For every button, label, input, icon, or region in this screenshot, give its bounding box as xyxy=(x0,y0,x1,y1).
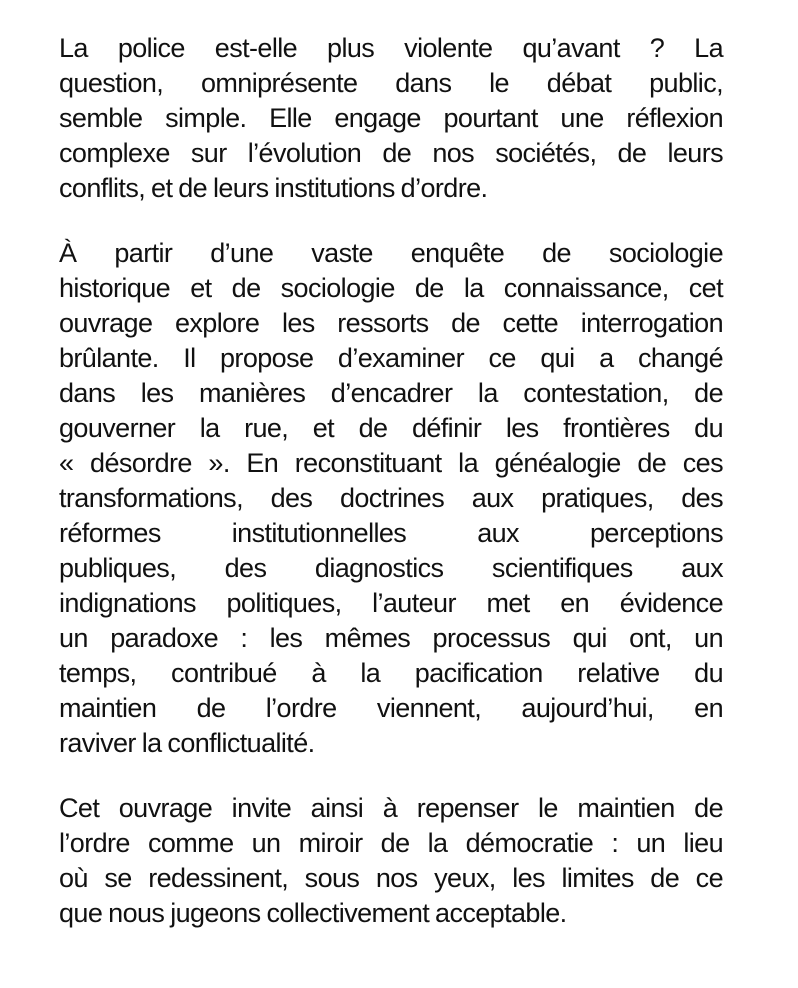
text-line: ouvrage explore les ressorts de cette interrogation xyxy=(59,308,723,338)
paragraph-conclusion xyxy=(59,791,723,931)
text-line: complexe sur l’évolution de nos sociétés, de leurs xyxy=(59,138,723,168)
text-line: gouverner la rue, et de définir les frontières du xyxy=(59,413,723,443)
text-line: un paradoxe : les mêmes processus qui ont, un xyxy=(59,623,723,653)
text-line: publiques, des diagnostics scientifiques aux xyxy=(59,553,723,583)
text-line: temps, contribué à la pacification relative du xyxy=(59,658,723,688)
text-line: l’ordre comme un miroir de la démocratie : un lieu xyxy=(59,828,723,858)
paragraph-body xyxy=(59,236,723,761)
paragraph-intro xyxy=(59,31,723,206)
text-line: dans les manières d’encadrer la contestation, de xyxy=(59,378,723,408)
text-line: Cet ouvrage invite ainsi à repenser le maintien de xyxy=(59,793,723,823)
text-line: transformations, des doctrines aux pratiques, des xyxy=(59,483,723,513)
text-line: question, omniprésente dans le débat public, xyxy=(59,68,723,98)
text-line: brûlante. Il propose d’examiner ce qui a changé xyxy=(59,343,723,373)
text-line: semble simple. Elle engage pourtant une réflexion xyxy=(59,103,723,133)
document-body xyxy=(59,31,723,961)
text-line: conflits, et de leurs institutions d’ordre. xyxy=(59,173,488,203)
text-line: La police est-elle plus violente qu’avant ? La xyxy=(59,33,723,63)
text-line: raviver la conflictualité. xyxy=(59,728,315,758)
text-line: indignations politiques, l’auteur met en évidence xyxy=(59,588,723,618)
text-line: « désordre ». En reconstituant la généalogie de ces xyxy=(59,448,723,478)
text-line: réformes institutionnelles aux perceptions xyxy=(59,518,723,548)
text-line: À partir d’une vaste enquête de sociologie xyxy=(59,238,723,268)
text-line: où se redessinent, sous nos yeux, les limites de ce xyxy=(59,863,723,893)
text-line: que nous jugeons collectivement acceptable. xyxy=(59,898,567,928)
text-line: historique et de sociologie de la connaissance, cet xyxy=(59,273,723,303)
text-line: maintien de l’ordre viennent, aujourd’hui, en xyxy=(59,693,723,723)
